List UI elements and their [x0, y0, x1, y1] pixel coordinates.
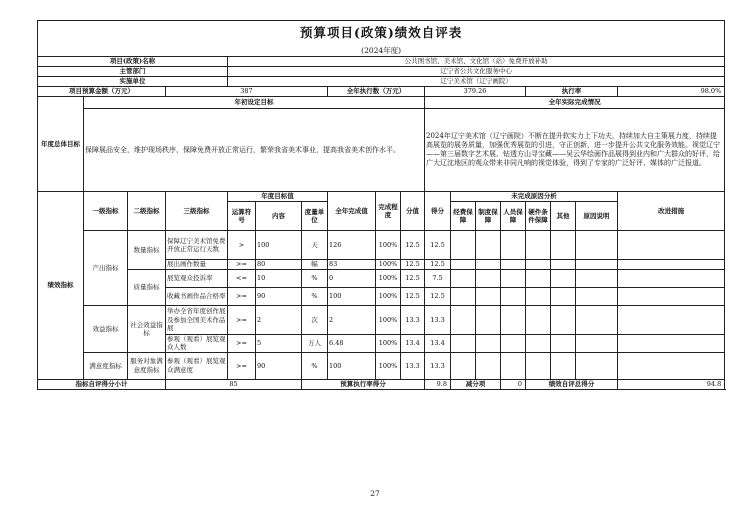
score-max-cell: 12.5 [401, 270, 425, 288]
reason-staff-cell [501, 306, 526, 335]
level3-indicator: 展出画作数量 [166, 260, 228, 270]
actual-completion-text: 2024年辽宁美术馆（辽宁画院）不断在提升软实力上下功夫，持续加大自主策展力度，持续提高展览的展务质量，加强优秀展览的引进，守正创新，进一步提升公共文化服务效能。视觉辽宁——第三届数字艺术展、钻透方山寻宝藏——吴云华绘画作品展得到业内和广大群众的好评，给广大辽沈地区的观众带来非同凡响的视觉体验，得到了专家的广泛好评、媒体的广泛报道。 [425, 109, 725, 192]
col-level2: 二级指标 [128, 192, 166, 231]
reason-econ-cell [451, 306, 476, 335]
score-max-cell: 12.5 [401, 260, 425, 270]
col-target-group: 年度目标值 [228, 192, 328, 202]
reason-other-cell [551, 352, 576, 379]
reason-staff-cell [501, 288, 526, 306]
unit-cell: % [302, 352, 328, 379]
reason-system-cell [476, 352, 501, 379]
improve-cell [618, 231, 725, 260]
deduct-label: 减分项 [451, 379, 501, 389]
completion-degree-cell: 100% [376, 306, 401, 335]
level2-indicator: 质量指标 [128, 270, 166, 306]
project-name-label: 项目(政策)名称 [38, 57, 228, 67]
dept-value: 辽宁省公共文化服务中心 [228, 67, 725, 77]
reason-note-cell [576, 306, 618, 335]
improve-cell [618, 270, 725, 288]
reason-econ-cell [451, 260, 476, 270]
reason-system-cell [476, 306, 501, 335]
page-number: 27 [370, 489, 380, 498]
completion-degree-cell: 100% [376, 288, 401, 306]
rate-value: 98.0% [618, 87, 725, 97]
reason-note-cell [576, 352, 618, 379]
level3-indicator: 参观（观看）展览观众人数 [167, 335, 226, 352]
reason-system-cell [476, 288, 501, 306]
improve-cell [618, 288, 725, 306]
level3-indicator: 展览观众投诉率 [166, 270, 228, 288]
score-cell: 13.4 [425, 335, 451, 353]
operator-cell: >= [228, 306, 256, 335]
reason-other-cell [551, 288, 576, 306]
unit-cell: 天 [302, 231, 328, 260]
actual-value-cell: 6.48 [328, 335, 376, 353]
reason-note-cell [576, 270, 618, 288]
level2-indicator: 社会效益指标 [128, 306, 166, 353]
reason-other-cell [551, 335, 576, 353]
self-evaluation-table [37, 20, 725, 390]
score-cell: 12.5 [425, 231, 451, 260]
unit-cell: 万人 [302, 335, 328, 353]
total-label: 绩效自评总得分 [526, 379, 618, 389]
unit-value: 辽宁美术馆（辽宁画院） [228, 77, 725, 87]
level1-indicator: 产出指标 [84, 231, 128, 306]
unit-cell: % [302, 288, 328, 306]
dept-label: 主管部门 [38, 67, 228, 77]
col-content: 内容 [256, 202, 302, 231]
target-content-cell: 80 [256, 260, 302, 270]
reason-hardware-cell [526, 352, 551, 379]
performance-indicators-label: 绩效指标 [38, 192, 84, 380]
operator-cell: >= [228, 260, 256, 270]
score-max-cell: 12.5 [401, 231, 425, 260]
budget-label: 项目预算金额（万元） [38, 87, 166, 97]
reason-note-cell [576, 231, 618, 260]
reason-note-cell [576, 288, 618, 306]
col-reason-group: 未完成原因分析 [451, 192, 618, 202]
completion-degree-cell: 100% [376, 260, 401, 270]
indicator-row [38, 270, 725, 288]
exec-value: 379.26 [425, 87, 526, 97]
indicator-row [38, 306, 725, 335]
level3-indicator: 收藏书画作品合格率 [166, 288, 228, 306]
reason-staff-cell [501, 260, 526, 270]
col-level3: 三级指标 [166, 192, 228, 231]
reason-econ-cell [451, 288, 476, 306]
completion-degree-cell: 100% [376, 335, 401, 353]
level2-indicator: 数量指标 [128, 231, 166, 270]
completion-degree-cell: 100% [376, 270, 401, 288]
unit-cell: 幅 [302, 260, 328, 270]
level1-indicator: 效益指标 [84, 306, 128, 353]
col-score-max: 分值 [401, 192, 425, 231]
col-reason-staff: 人员保障 [501, 202, 526, 231]
budget-value: 387 [166, 87, 328, 97]
deduct-value: 0 [501, 379, 526, 389]
reason-hardware-cell [526, 270, 551, 288]
level3-indicator: 参观（观看）展览观众满意度 [166, 352, 228, 379]
completion-degree-cell: 100% [376, 352, 401, 379]
reason-hardware-cell [526, 288, 551, 306]
reason-system-cell [476, 260, 501, 270]
page-subtitle: (2024年度) [38, 46, 725, 57]
actual-value-cell: 100 [328, 288, 376, 306]
reason-econ-cell [451, 352, 476, 379]
operator-cell: >= [228, 288, 256, 306]
reason-note-cell [576, 335, 618, 353]
reason-other-cell [551, 306, 576, 335]
actual-value-cell: 2 [328, 306, 376, 335]
score-cell: 13.3 [425, 352, 451, 379]
actual-value-cell: 100 [328, 352, 376, 379]
col-reason-econ: 经费保障 [451, 202, 476, 231]
indicator-row [38, 231, 725, 260]
reason-system-cell [476, 335, 501, 353]
initial-goal-header: 年初设定目标 [84, 97, 425, 109]
reason-other-cell [551, 260, 576, 270]
reason-hardware-cell [526, 260, 551, 270]
operator-cell: >= [228, 352, 256, 379]
col-improve: 改进措施 [618, 192, 725, 231]
reason-hardware-cell [526, 231, 551, 260]
initial-goal-text: 保障展品安全，维护现场秩序，保障免费开放正常运行，繁荣我省美术事业，提高我省美术创作水平。 [84, 109, 425, 192]
col-reason-other: 其他 [551, 202, 576, 231]
reason-staff-cell [501, 231, 526, 260]
subtotal-value: 85 [166, 379, 302, 389]
col-degree: 完成程度 [376, 192, 401, 231]
reason-econ-cell [451, 335, 476, 353]
reason-system-cell [476, 231, 501, 260]
unit-cell: % [302, 270, 328, 288]
target-content-cell: 2 [256, 306, 302, 335]
score-max-cell: 12.5 [401, 288, 425, 306]
exec-label: 全年执行数（万元） [328, 87, 425, 97]
target-content-cell: 100 [256, 231, 302, 260]
budget-score-value: 9.8 [425, 379, 451, 389]
score-cell: 12.5 [425, 260, 451, 270]
total-value: 94.8 [618, 379, 725, 389]
score-max-cell: 13.4 [401, 335, 425, 353]
unit-label: 实施单位 [38, 77, 228, 87]
col-reason-note: 原因说明 [576, 202, 618, 231]
project-name-value: 公共图书馆、美术馆、文化馆（站）免费开放补助 [228, 57, 725, 67]
rate-label: 执行率 [526, 87, 618, 97]
indicator-row [38, 352, 725, 379]
reason-hardware-cell [526, 306, 551, 335]
target-content-cell: 5 [256, 335, 302, 353]
budget-score-label: 预算执行率得分 [302, 379, 425, 389]
score-cell: 12.5 [425, 288, 451, 306]
col-op: 运算符号 [228, 202, 256, 231]
reason-other-cell [551, 231, 576, 260]
target-content-cell: 10 [256, 270, 302, 288]
improve-cell [618, 260, 725, 270]
level2-indicator: 服务对象满意度指标 [128, 352, 166, 379]
level3-indicator: 举办全省年度创作展及参加全国美术作品展 [166, 306, 228, 335]
col-level1: 一级指标 [84, 192, 128, 231]
col-reason-system: 制度保障 [476, 202, 501, 231]
reason-staff-cell [501, 352, 526, 379]
col-actual: 全年完成值 [328, 192, 376, 231]
score-max-cell: 13.3 [401, 352, 425, 379]
unit-cell: 次 [302, 306, 328, 335]
operator-cell: > [228, 231, 256, 260]
improve-cell [618, 352, 725, 379]
operator-cell: >= [228, 335, 256, 353]
col-reason-hardware: 硬件条件保障 [526, 202, 551, 231]
level3-indicator: 保障辽宁美术馆免费开放正常运行天数 [166, 231, 228, 260]
col-unit: 度量单位 [302, 202, 328, 231]
score-cell: 7.5 [425, 270, 451, 288]
score-max-cell: 13.3 [401, 306, 425, 335]
annual-goal-label: 年度总体目标 [38, 97, 84, 192]
target-content-cell: 90 [256, 288, 302, 306]
actual-value-cell: 0 [328, 270, 376, 288]
reason-note-cell [576, 260, 618, 270]
reason-staff-cell [501, 335, 526, 353]
reason-other-cell [551, 270, 576, 288]
page-title: 预算项目(政策)绩效自评表 [38, 21, 725, 46]
level1-indicator: 满意度指标 [84, 352, 128, 379]
score-cell: 13.3 [425, 306, 451, 335]
col-score: 得分 [425, 192, 451, 231]
target-content-cell: 90 [256, 352, 302, 379]
improve-cell [618, 335, 725, 353]
subtotal-label: 指标自评得分小计 [38, 379, 166, 389]
improve-cell [618, 306, 725, 335]
reason-system-cell [476, 270, 501, 288]
reason-econ-cell [451, 231, 476, 260]
operator-cell: <= [228, 270, 256, 288]
reason-staff-cell [501, 270, 526, 288]
actual-completion-header: 全年实际完成情况 [425, 97, 725, 109]
reason-econ-cell [451, 270, 476, 288]
actual-value-cell: 83 [328, 260, 376, 270]
reason-hardware-cell [526, 335, 551, 353]
actual-value-cell: 126 [328, 231, 376, 260]
completion-degree-cell: 100% [376, 231, 401, 260]
